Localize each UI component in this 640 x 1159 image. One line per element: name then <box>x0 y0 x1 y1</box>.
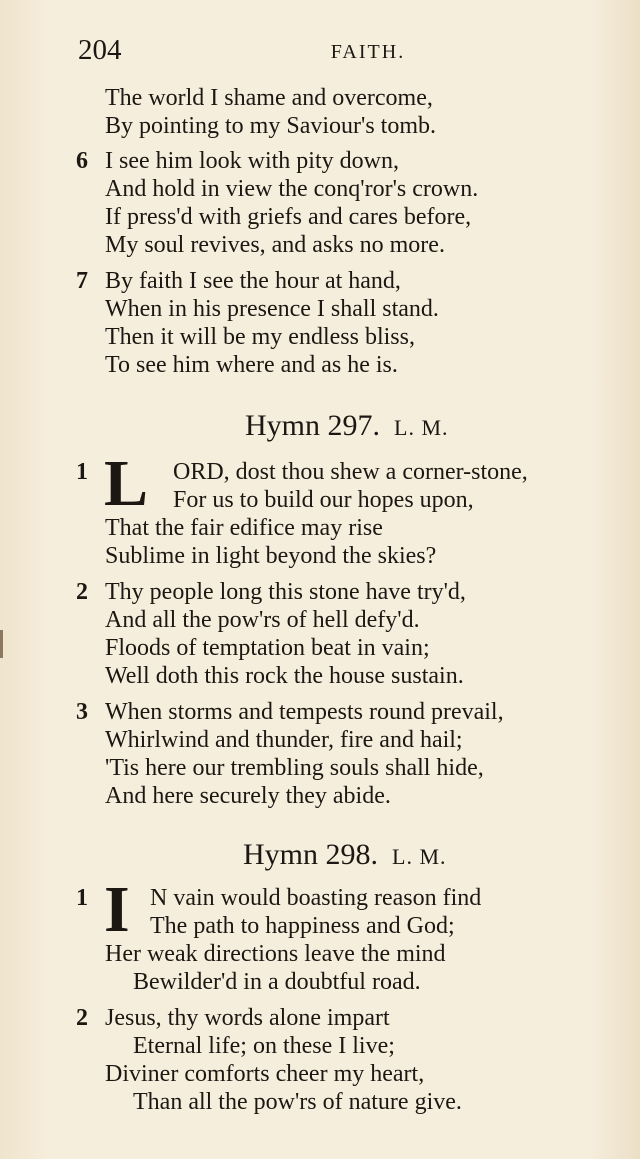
binding-mark <box>0 630 3 658</box>
verse-line: Bewilder'd in a doubtful road. <box>133 969 421 995</box>
verse-line: And all the pow'rs of hell defy'd. <box>105 607 420 633</box>
verse-line: Eternal life; on these I live; <box>133 1033 395 1059</box>
verse-line: Her weak directions leave the mind <box>105 941 446 967</box>
verse-line: For us to build our hopes upon, <box>173 487 474 513</box>
verse-line: Than all the pow'rs of nature give. <box>133 1089 462 1115</box>
hymn-heading <box>245 409 449 445</box>
hymn-heading <box>243 838 447 874</box>
verse-line: ORD, dost thou shew a corner-stone, <box>173 459 528 485</box>
verse-line: Thy people long this stone have try'd, <box>105 579 466 605</box>
page-number: 204 <box>78 34 122 66</box>
verse-line: When in his presence I shall stand. <box>105 296 439 322</box>
verse-line: Well doth this rock the house sustain. <box>105 663 464 689</box>
verse-number: 1 <box>76 459 88 485</box>
verse-line: By faith I see the hour at hand, <box>105 268 401 294</box>
verse-line: By pointing to my Saviour's tomb. <box>105 113 437 139</box>
hymn-title: Hymn 297. <box>245 409 380 442</box>
verse-line: If press'd with griefs and cares before, <box>105 204 472 230</box>
verse-line: My soul revives, and asks no more. <box>105 232 445 258</box>
hymn-meter: L. M. <box>394 415 449 440</box>
drop-cap: L <box>104 447 149 520</box>
hymn-meter: L. M. <box>392 844 447 869</box>
verse-line: Diviner comforts cheer my heart, <box>105 1061 425 1087</box>
verse-line: I see him look with pity down, <box>105 148 399 174</box>
verse-line: 'Tis here our trembling souls shall hide, <box>105 755 484 781</box>
verse-line: And here securely they abide. <box>105 783 391 809</box>
verse-line: The path to happiness and God; <box>150 913 455 939</box>
verse-line: The world I shame and overcome, <box>105 85 433 111</box>
verse-line: N vain would boasting reason find <box>150 885 482 911</box>
verse-number: 7 <box>76 268 88 294</box>
verse-line: Sublime in light beyond the skies? <box>105 543 437 569</box>
hymn-title: Hymn 298. <box>243 838 378 871</box>
verse-line: That the fair edifice may rise <box>105 515 383 541</box>
verse-line: Whirlwind and thunder, fire and hail; <box>105 727 463 753</box>
verse-line: Then it will be my endless bliss, <box>105 324 415 350</box>
page-header <box>78 34 598 68</box>
verse-line: When storms and tempests round prevail, <box>105 699 504 725</box>
verse-number: 1 <box>76 885 88 911</box>
verse-line: To see him where and as he is. <box>105 352 398 378</box>
verse-line: Jesus, thy words alone impart <box>105 1005 390 1031</box>
verse-number: 2 <box>76 1005 88 1031</box>
running-title: FAITH. <box>330 41 406 63</box>
verse-line: And hold in view the conq'ror's crown. <box>105 176 479 202</box>
verse-number: 3 <box>76 699 88 725</box>
verse-number: 2 <box>76 579 88 605</box>
drop-cap: I <box>104 873 130 946</box>
verse-number: 6 <box>76 148 88 174</box>
verse-line: Floods of temptation beat in vain; <box>105 635 430 661</box>
